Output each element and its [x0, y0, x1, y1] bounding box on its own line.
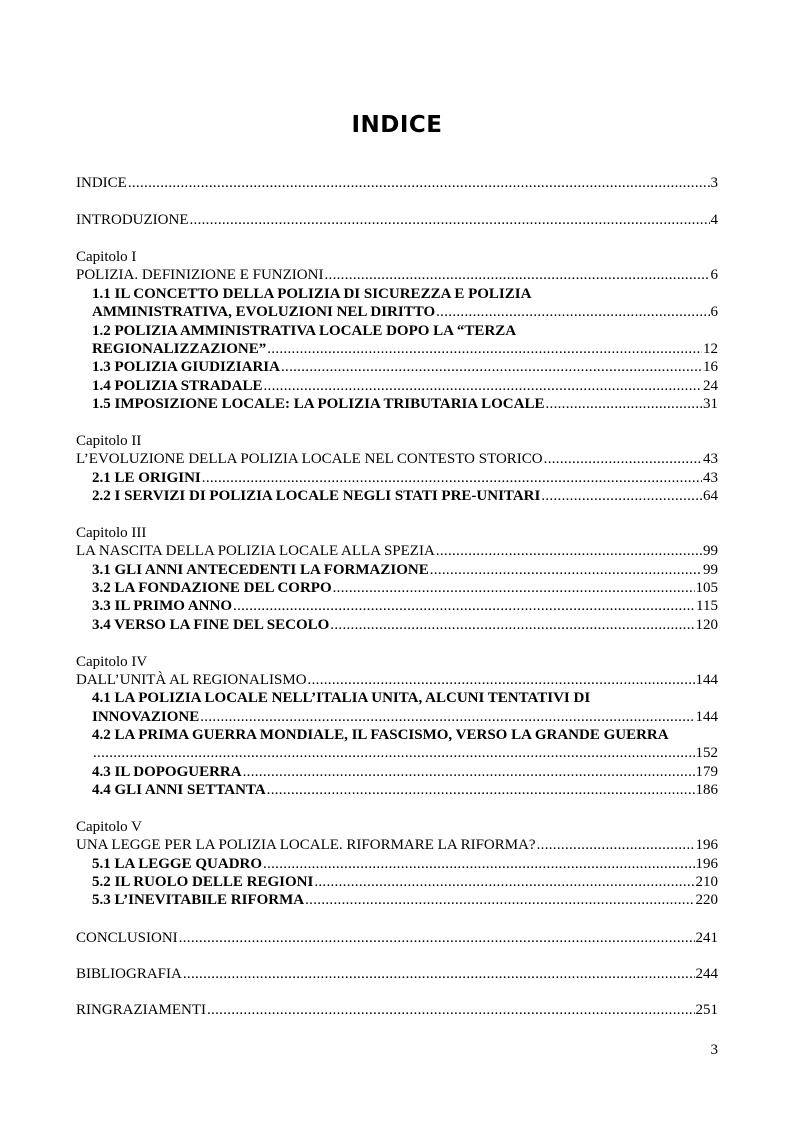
toc-page-number: 196 — [695, 856, 718, 872]
chapter-heading: Capitolo IV — [76, 654, 148, 670]
toc-entry-label[interactable]: 1.2 POLIZIA AMMINISTRATIVA LOCALE DOPO LA “TERZA — [92, 323, 517, 339]
toc-page-number: 179 — [695, 764, 718, 780]
toc-entry-label: INNOVAZIONE — [92, 709, 200, 725]
toc-page-number: 115 — [696, 598, 718, 614]
toc-entry-section-5-2[interactable] — [92, 873, 718, 891]
toc-entry-chapter-3[interactable] — [76, 542, 718, 560]
toc-entry-label: 1.5 IMPOSIZIONE LOCALE: LA POLIZIA TRIBUTARIA LOCALE — [92, 396, 545, 412]
toc-entry-label: L’EVOLUZIONE DELLA POLIZIA LOCALE NEL CONTESTO STORICO — [76, 451, 543, 467]
toc-page-number: 6 — [710, 267, 718, 283]
toc-entry-label: AMMINISTRATIVA, EVOLUZIONI NEL DIRITTO — [92, 304, 436, 320]
toc-entry-ringraziamenti[interactable] — [76, 1001, 718, 1019]
toc-entry-section-1-2[interactable] — [92, 340, 718, 358]
leader-dots — [545, 395, 702, 413]
leader-dots — [544, 450, 702, 468]
toc-entry-label: INTRODUZIONE — [76, 212, 189, 228]
toc-entry-label: BIBLIOGRAFIA — [76, 966, 182, 982]
toc-page-number: 24 — [703, 378, 718, 394]
toc-entry-label: 3.1 GLI ANNI ANTECEDENTI LA FORMAZIONE — [92, 562, 429, 578]
toc-page-number: 120 — [695, 617, 718, 633]
toc-entry-section-3-4[interactable] — [92, 616, 718, 634]
toc-entry-label: 2.2 I SERVIZI DI POLIZIA LOCALE NEGLI STATI PRE-UNITARI — [92, 488, 541, 504]
toc-entry-chapter-2[interactable] — [76, 450, 718, 468]
chapter-heading: Capitolo I — [76, 249, 137, 265]
toc-entry-indice[interactable] — [76, 174, 718, 192]
toc-page-number: 144 — [695, 672, 718, 688]
leader-dots — [314, 873, 694, 891]
leader-dots — [189, 211, 709, 229]
toc-entry-label: LA NASCITA DELLA POLIZIA LOCALE ALLA SPEZIA — [76, 543, 435, 559]
toc-entry-introduzione[interactable] — [76, 211, 718, 229]
toc-entry-label: 3.4 VERSO LA FINE DEL SECOLO — [92, 617, 330, 633]
toc-entry-label: 3.3 IL PRIMO ANNO — [92, 598, 233, 614]
leader-dots — [541, 487, 702, 505]
toc-page-number: 99 — [703, 562, 718, 578]
toc-entry-label: 5.1 LA LEGGE QUADRO — [92, 856, 263, 872]
toc-entry-label: RINGRAZIAMENTI — [76, 1002, 206, 1018]
toc-page-number: 99 — [703, 543, 718, 559]
toc-page-number: 105 — [695, 580, 718, 596]
toc-page-number: 244 — [695, 966, 718, 982]
toc-entry-label: 1.3 POLIZIA GIUDIZIARIA — [92, 359, 280, 375]
toc-entry-label: 5.2 IL RUOLO DELLE REGIONI — [92, 874, 314, 890]
leader-dots — [430, 561, 702, 579]
toc-entry-label: REGIONALIZZAZIONE” — [92, 341, 267, 357]
toc-page-number: 251 — [695, 1002, 718, 1018]
toc-page-number: 241 — [695, 930, 718, 946]
leader-dots — [207, 1001, 695, 1019]
toc-entry-label[interactable]: 4.1 LA POLIZIA LOCALE NELL’ITALIA UNITA, ALCUNI TENTATIVI DI — [92, 690, 591, 706]
toc-entry-section-3-3[interactable] — [92, 597, 718, 615]
toc-entry-section-3-1[interactable] — [92, 561, 718, 579]
chapter-heading: Capitolo III — [76, 525, 147, 541]
page-title: INDICE — [351, 112, 443, 138]
leader-dots — [281, 358, 702, 376]
leader-dots — [179, 929, 695, 947]
page-number: 3 — [710, 1042, 718, 1058]
leader-dots — [308, 671, 695, 689]
toc-entry-section-1-4[interactable] — [92, 377, 718, 395]
leader-dots — [537, 836, 695, 854]
toc-entry-section-4-2[interactable] — [92, 744, 718, 762]
toc-page-number: 6 — [710, 304, 718, 320]
leader-dots — [436, 542, 702, 560]
toc-entry-label: CONCLUSIONI — [76, 930, 178, 946]
toc-entry-label: POLIZIA. DEFINIZIONE E FUNZIONI — [76, 267, 324, 283]
leader-dots — [200, 708, 694, 726]
toc-page-number: 210 — [695, 874, 718, 890]
leader-dots — [267, 340, 702, 358]
toc-page-number: 31 — [703, 396, 718, 412]
leader-dots — [263, 377, 702, 395]
toc-page-number: 43 — [703, 451, 718, 467]
toc-entry-label: 4.4 GLI ANNI SETTANTA — [92, 782, 266, 798]
toc-entry-label: INDICE — [76, 175, 127, 191]
leader-dots — [128, 174, 710, 192]
toc-entry-label: UNA LEGGE PER LA POLIZIA LOCALE. RIFORMARE LA RIFORMA? — [76, 837, 536, 853]
toc-entry-section-3-2[interactable] — [92, 579, 718, 597]
toc-entry-label: 3.2 LA FONDAZIONE DEL CORPO — [92, 580, 332, 596]
toc-entry-label: 5.3 L’INEVITABILE RIFORMA — [92, 892, 305, 908]
leader-dots — [263, 855, 694, 873]
toc-entry-label: 4.3 IL DOPOGUERRA — [92, 764, 242, 780]
leader-dots — [233, 597, 695, 615]
toc-entry-chapter-1[interactable] — [76, 266, 718, 284]
toc-page-number: 12 — [703, 341, 718, 357]
leader-dots — [243, 763, 695, 781]
leader-dots — [93, 744, 695, 762]
toc-entry-section-5-1[interactable] — [92, 855, 718, 873]
leader-dots — [324, 266, 709, 284]
toc-page-number: 220 — [695, 892, 718, 908]
chapter-heading: Capitolo V — [76, 819, 142, 835]
toc-entry-label: 2.1 LE ORIGINI — [92, 470, 201, 486]
toc-entry-section-4-1[interactable] — [92, 708, 718, 726]
leader-dots — [183, 965, 695, 983]
toc-entry-label[interactable]: 4.2 LA PRIMA GUERRA MONDIALE, IL FASCISMO, VERSO LA GRANDE GUERRA — [92, 727, 669, 743]
toc-entry-chapter-4[interactable] — [76, 671, 718, 689]
toc-page-number: 3 — [710, 175, 718, 191]
toc-page-number: 4 — [710, 212, 718, 228]
leader-dots — [305, 891, 694, 909]
toc-entry-label: 1.4 POLIZIA STRADALE — [92, 378, 263, 394]
leader-dots — [436, 303, 709, 321]
leader-dots — [267, 781, 695, 799]
toc-page-number: 152 — [695, 745, 718, 761]
toc-page-number: 196 — [695, 837, 718, 853]
toc-entry-section-2-2[interactable] — [92, 487, 718, 505]
toc-page-number: 144 — [695, 709, 718, 725]
toc-entry-section-1-3[interactable] — [92, 358, 718, 376]
chapter-heading: Capitolo II — [76, 433, 142, 449]
leader-dots — [333, 579, 695, 597]
toc-page-number: 43 — [703, 470, 718, 486]
leader-dots — [202, 469, 702, 487]
toc-entry-section-4-3[interactable] — [92, 763, 718, 781]
toc-entry-section-1-5[interactable] — [92, 395, 718, 413]
toc-entry-bibliografia[interactable] — [76, 965, 718, 983]
toc-page-number: 16 — [703, 359, 718, 375]
toc-entry-label[interactable]: 1.1 IL CONCETTO DELLA POLIZIA DI SICUREZZA E POLIZIA — [92, 286, 532, 302]
toc-entry-chapter-5[interactable] — [76, 836, 718, 854]
toc-page-number: 186 — [695, 782, 718, 798]
toc-entry-section-2-1[interactable] — [92, 469, 718, 487]
toc-entry-section-5-3[interactable] — [92, 891, 718, 909]
toc-entry-section-1-1[interactable] — [92, 303, 718, 321]
toc-entry-conclusioni[interactable] — [76, 929, 718, 947]
toc-page-number: 64 — [703, 488, 718, 504]
leader-dots — [330, 616, 694, 634]
toc-entry-label: DALL’UNITÀ AL REGIONALISMO — [76, 672, 307, 688]
toc-entry-section-4-4[interactable] — [92, 781, 718, 799]
